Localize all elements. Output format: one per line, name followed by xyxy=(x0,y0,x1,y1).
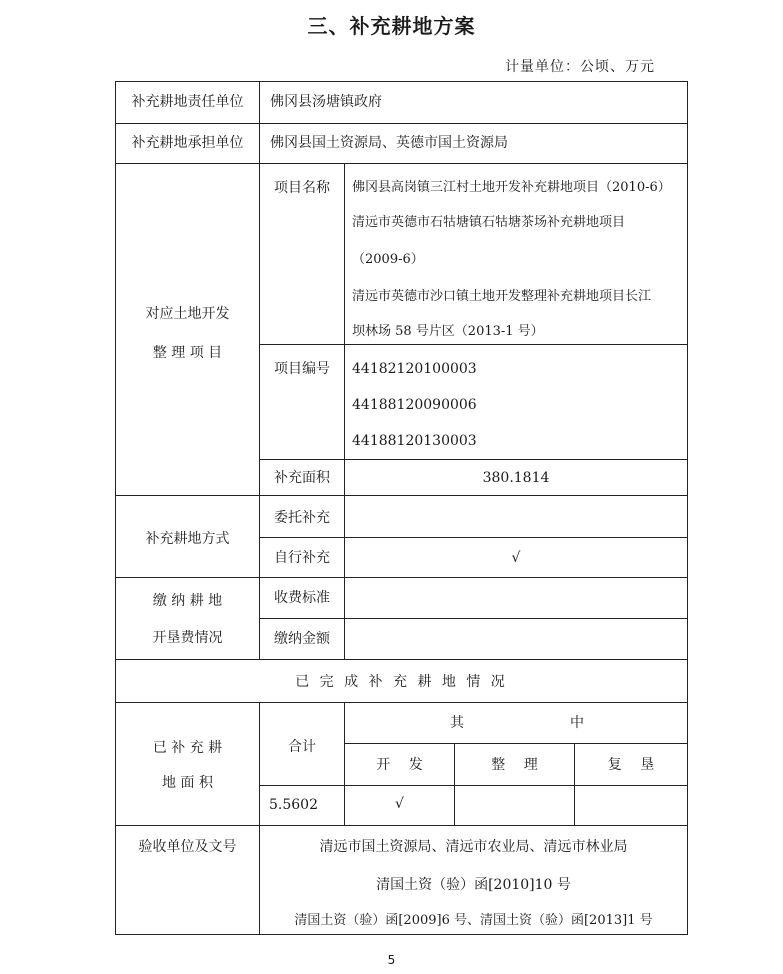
responsible-unit-label: 补充耕地责任单位 xyxy=(131,94,244,110)
undertaker-unit-label: 补充耕地承担单位 xyxy=(131,135,244,151)
project-group-label-line2: 整 理 项 目 xyxy=(152,345,223,361)
acceptance-units: 清远市国土资源局、清远市农业局、清远市林业局 xyxy=(319,839,628,855)
reclamation-label: 复 垦 xyxy=(607,757,655,773)
development-checkmark: √ xyxy=(395,796,404,812)
project-number: 44188120090006 xyxy=(352,397,477,413)
self-checkmark: √ xyxy=(511,550,521,566)
consolidation-label: 整 理 xyxy=(491,757,538,773)
project-name-line: 清远市英德市石牯塘镇石牯塘茶场补充耕地项目 xyxy=(352,215,626,230)
of-which-label-qi: 其 xyxy=(450,715,464,731)
self-label: 自行补充 xyxy=(274,550,330,566)
entrust-label: 委托补充 xyxy=(274,510,330,526)
project-name-line: （2009-6） xyxy=(352,252,424,267)
fee-group-label-line1: 缴 纳 耕 地 xyxy=(152,593,223,609)
project-name-line: 清远市英德市沙口镇土地开发整理补充耕地项目长江 xyxy=(352,289,652,304)
project-name-line: 佛冈县高岗镇三江村土地开发补充耕地项目（2010-6） xyxy=(352,180,671,195)
project-number: 44182120100003 xyxy=(352,361,477,377)
completed-area-label-line2: 地 面 积 xyxy=(162,775,213,791)
project-name-line: 坝林场 58 号片区（2013-1 号） xyxy=(352,324,544,339)
fee-amount-label: 缴纳金额 xyxy=(274,631,330,647)
of-which-label-zhong: 中 xyxy=(570,715,584,731)
development-label: 开 发 xyxy=(376,757,423,773)
undertaker-unit-value: 佛冈县国土资源局、英德市国土资源局 xyxy=(270,135,508,151)
project-group-label-line1: 对应土地开发 xyxy=(145,306,230,322)
area-value: 380.1814 xyxy=(482,470,550,486)
completed-section-header: 已 完 成 补 充 耕 地 情 况 xyxy=(295,674,508,690)
measurement-unit: 计量单位：公顷、万元 xyxy=(505,59,655,75)
acceptance-document: 清国土资（验）函[2010]10 号 xyxy=(376,877,571,893)
fee-standard-label: 收费标准 xyxy=(274,590,330,606)
fee-group-label-line2: 开垦费情况 xyxy=(152,630,223,646)
total-value: 5.5602 xyxy=(269,797,318,813)
project-number-label: 项目编号 xyxy=(274,361,330,377)
page-number: 5 xyxy=(387,953,396,967)
page-title: 三、补充耕地方案 xyxy=(307,14,476,38)
responsible-unit-value: 佛冈县汤塘镇政府 xyxy=(270,94,382,110)
area-label: 补充面积 xyxy=(274,470,330,486)
acceptance-label: 验收单位及文号 xyxy=(138,839,237,855)
total-label: 合计 xyxy=(288,739,316,755)
project-number: 44188120130003 xyxy=(352,433,477,449)
project-name-label: 项目名称 xyxy=(274,180,330,196)
acceptance-document: 清国土资（验）函[2009]6 号、清国土资（验）函[2013]1 号 xyxy=(294,913,653,928)
method-label: 补充耕地方式 xyxy=(145,531,230,547)
completed-area-label-line1: 已 补 充 耕 xyxy=(152,740,223,756)
